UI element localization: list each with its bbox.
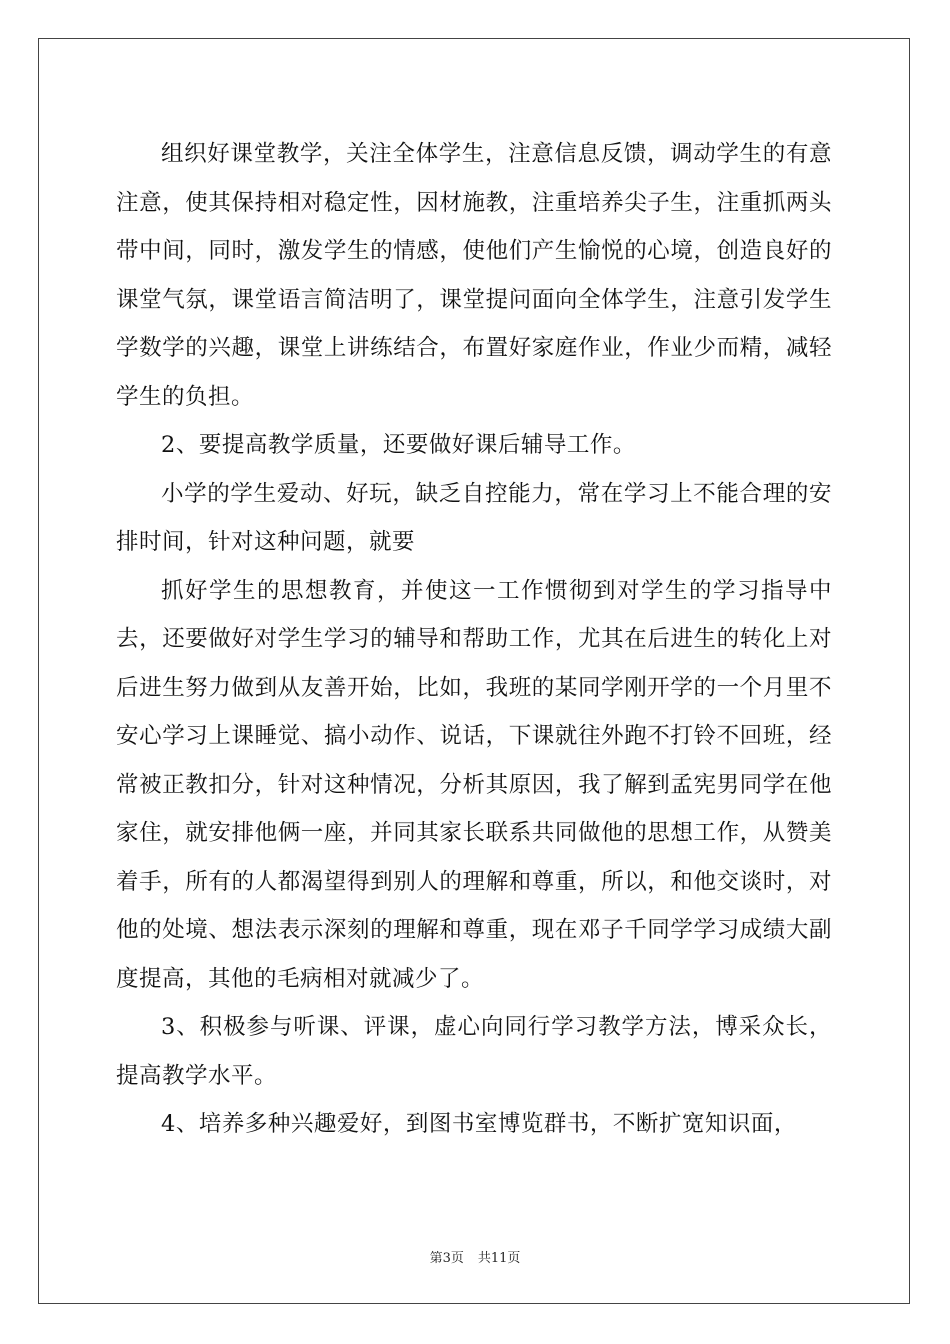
paragraph-thought-education: 抓好学生的思想教育，并使这一工作惯彻到对学生的学习指导中去，还要做好对学生学习的辅导和帮助工作，尤其在后进生的转化上对后进生努力做到从友善开始，比如，我班的某同学刚开学的一个月里不安心学习上课睡觉、搞小动作、说话，下课就往外跑不打铃不回班，经常被正教扣分，针对这种情况，分析其原因，我了解到孟宪男同学在他家住，就安排他俩一座，并同其家长联系共同做他的思想工作，从赞美着手，所有的人都渴望得到别人的理解和尊重，所以，和他交谈时，对他的处境、想法表示深刻的理解和尊重，现在邓子千同学学习成绩大副度提高，其他的毛病相对就减少了。 <box>116 577 832 992</box>
paragraph-point-2: 2、要提高教学质量，还要做好课后辅导工作。 <box>161 432 636 458</box>
page-number: 第3页 <box>429 1251 464 1266</box>
document-body <box>116 130 832 1149</box>
page-total: 共11页 <box>477 1251 521 1266</box>
paragraph-student-habits: 小学的学生爱动、好玩，缺乏自控能力，常在学习上不能合理的安排时间，针对这种问题，就要 <box>116 480 832 555</box>
paragraph-point-3: 3、积极参与听课、评课，虚心向同行学习教学方法，博采众长，提高教学水平。 <box>116 1014 832 1089</box>
paragraph-point-4: 4、培养多种兴趣爱好，到图书室博览群书，不断扩宽知识面， <box>161 1111 797 1137</box>
paragraph-classroom-teaching: 组织好课堂教学，关注全体学生，注意信息反馈，调动学生的有意注意，使其保持相对稳定性，因材施教，注重培养尖子生，注重抓两头带中间，同时，激发学生的情感，使他们产生愉悦的心境，创造良好的课堂气氛，课堂语言简洁明了，课堂提问面向全体学生，注意引发学生学数学的兴趣，课堂上讲练结合，布置好家庭作业，作业少而精，减轻学生的负担。 <box>116 141 832 410</box>
page-footer <box>0 1247 950 1266</box>
